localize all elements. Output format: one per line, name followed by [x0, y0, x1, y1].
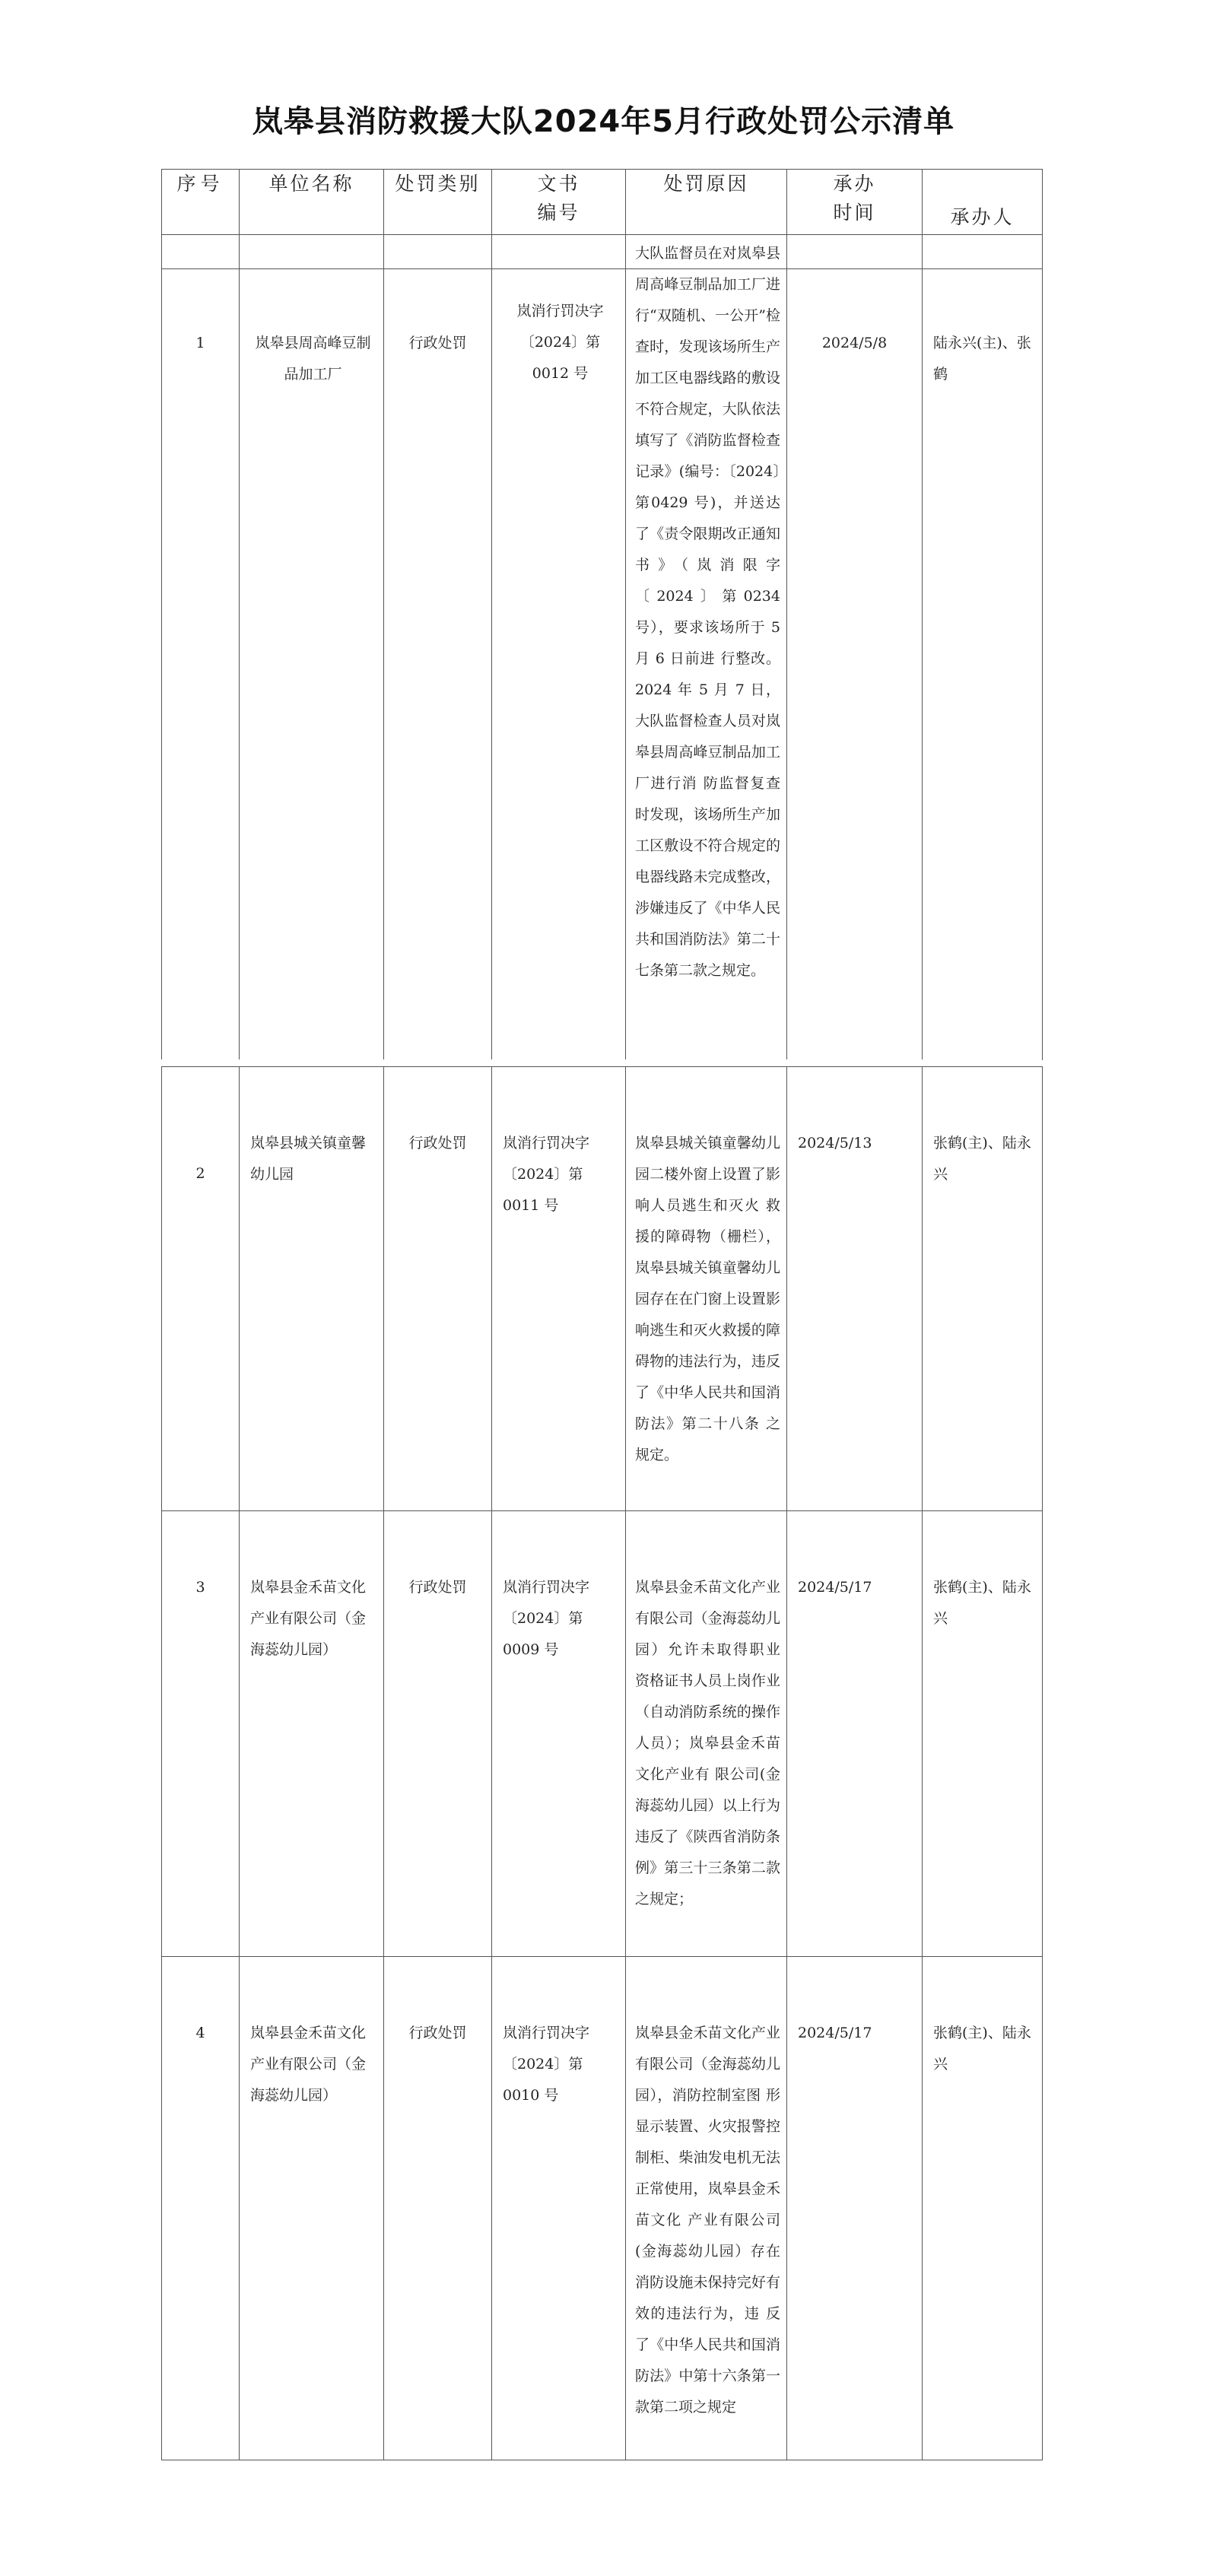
header-category: 处罚类别: [384, 170, 492, 269]
row-date: 2024/5/13: [787, 1067, 923, 1511]
table-body: [161, 1510, 1043, 2460]
row-reason: 岚皋县金禾苗文化产业有限公司（金海蕊幼儿园）允许未取得职业 资格证书人员上岗作业（自动消防系统的操作人员）；岚皋县金禾苗文化产业有 限公司(金海蕊幼儿园）以上行为违反了《陕西省消防条例》第三十三条第二款之规定；: [626, 1511, 787, 1957]
row-date: 2024/5/8: [787, 235, 923, 1060]
row-category: 行政处罚: [384, 1957, 492, 2460]
table-row: [161, 1066, 1043, 1511]
row-index: 4: [162, 1957, 240, 2460]
row-category: 行政处罚: [384, 1067, 492, 1511]
row-handler: 陆永兴(主)、张鹤: [923, 235, 1043, 1060]
table-row: [162, 1957, 1043, 2460]
header-date-line2: 时间: [833, 202, 876, 224]
row-doc-no: 岚消行罚决字〔2024〕第 0012 号: [492, 235, 626, 1060]
page-title: 岚皋县消防救援大队2024年5月行政处罚公示清单: [252, 104, 955, 139]
row-handler: 张鹤(主)、陆永兴: [923, 1957, 1043, 2460]
table-row: [162, 1511, 1043, 1957]
row-unit: 岚皋县周高峰豆制品加工厂: [240, 235, 384, 1060]
row-doc-no: 岚消行罚决字〔2024〕第 0011 号: [492, 1067, 626, 1511]
row-doc-no: 岚消行罚决字〔2024〕第 0009 号: [492, 1511, 626, 1957]
row-doc-no: 岚消行罚决字〔2024〕第 0010 号: [492, 1957, 626, 2460]
header-index: 序号: [162, 170, 240, 269]
row-handler: 张鹤(主)、陆永兴: [923, 1511, 1043, 1957]
row-handler: 张鹤(主)、陆永兴: [923, 1067, 1043, 1511]
header-handler: 承办人: [923, 170, 1043, 269]
header-doc-line2: 编号: [537, 202, 580, 224]
row-unit: 岚皋县金禾苗文化产业有限公司（金海蕊幼儿园）: [240, 1511, 384, 1957]
header-reason: 处罚原因: [626, 170, 787, 269]
row-index: 1: [162, 235, 240, 1060]
row-date: 2024/5/17: [787, 1957, 923, 2460]
row-unit: 岚皋县金禾苗文化产业有限公司（金海蕊幼儿园）: [240, 1957, 384, 2460]
row-reason: 大队监督员在对岚皋县周高峰豆制品加工厂进 行“双随机、一公开”检查时，发现该场所生产加工区电器线路的敷设不符合规定，大队依法填写了《消防监督检查记录》(编号：〔2024〕第0429 号)，并送达了《责令限期改正通知书》（岚消限字〔2024〕第0234 号），要求该场所于 5 月 6 日前进 行整改。2024 年 5 月 7 日，大队监督检查人员对岚皋县周高峰豆制品加工厂进行消 防监督复查时发现，该场所生产加工区敷设不符合规定的电器线路未完成整改，涉嫌违反了《中华人民共和国消防法》第二十七条第二款之规定。: [626, 235, 787, 1060]
header-date-line1: 承办: [833, 173, 876, 195]
row-reason: 岚皋县金禾苗文化产业有限公司（金海蕊幼儿园），消防控制室图 形显示装置、火灾报警控制柜、柴油发电机无法正常使用，岚皋县金禾苗文化 产业有限公司(金海蕊幼儿园）存在消防设施未保持完好有效的违法行为，违 反了《中华人民共和国消防法》中第十六条第一款第二项之规定: [626, 1957, 787, 2460]
row-date: 2024/5/17: [787, 1511, 923, 1957]
header-doc-line1: 文书: [537, 173, 580, 195]
row-unit: 岚皋县城关镇童馨幼儿园: [240, 1067, 384, 1511]
row-category: 行政处罚: [384, 1511, 492, 1957]
row-index: 2: [162, 1067, 240, 1511]
row-index: 3: [162, 1511, 240, 1957]
row-gap: [161, 1059, 1042, 1066]
row-category: 行政处罚: [384, 235, 492, 1060]
header-unit: 单位名称: [240, 170, 384, 269]
table-row: [161, 234, 1043, 1060]
row-reason: 岚皋县城关镇童馨幼儿园二楼外窗上设置了影响人员逃生和灭火 救援的障碍物（栅栏），岚皋县城关镇童馨幼儿园存在在门窗上设置影响逃生和灭火救援的障碍物的违法行为，违反了《中华人民共和国消防法》第二十八条 之规定。: [626, 1067, 787, 1511]
